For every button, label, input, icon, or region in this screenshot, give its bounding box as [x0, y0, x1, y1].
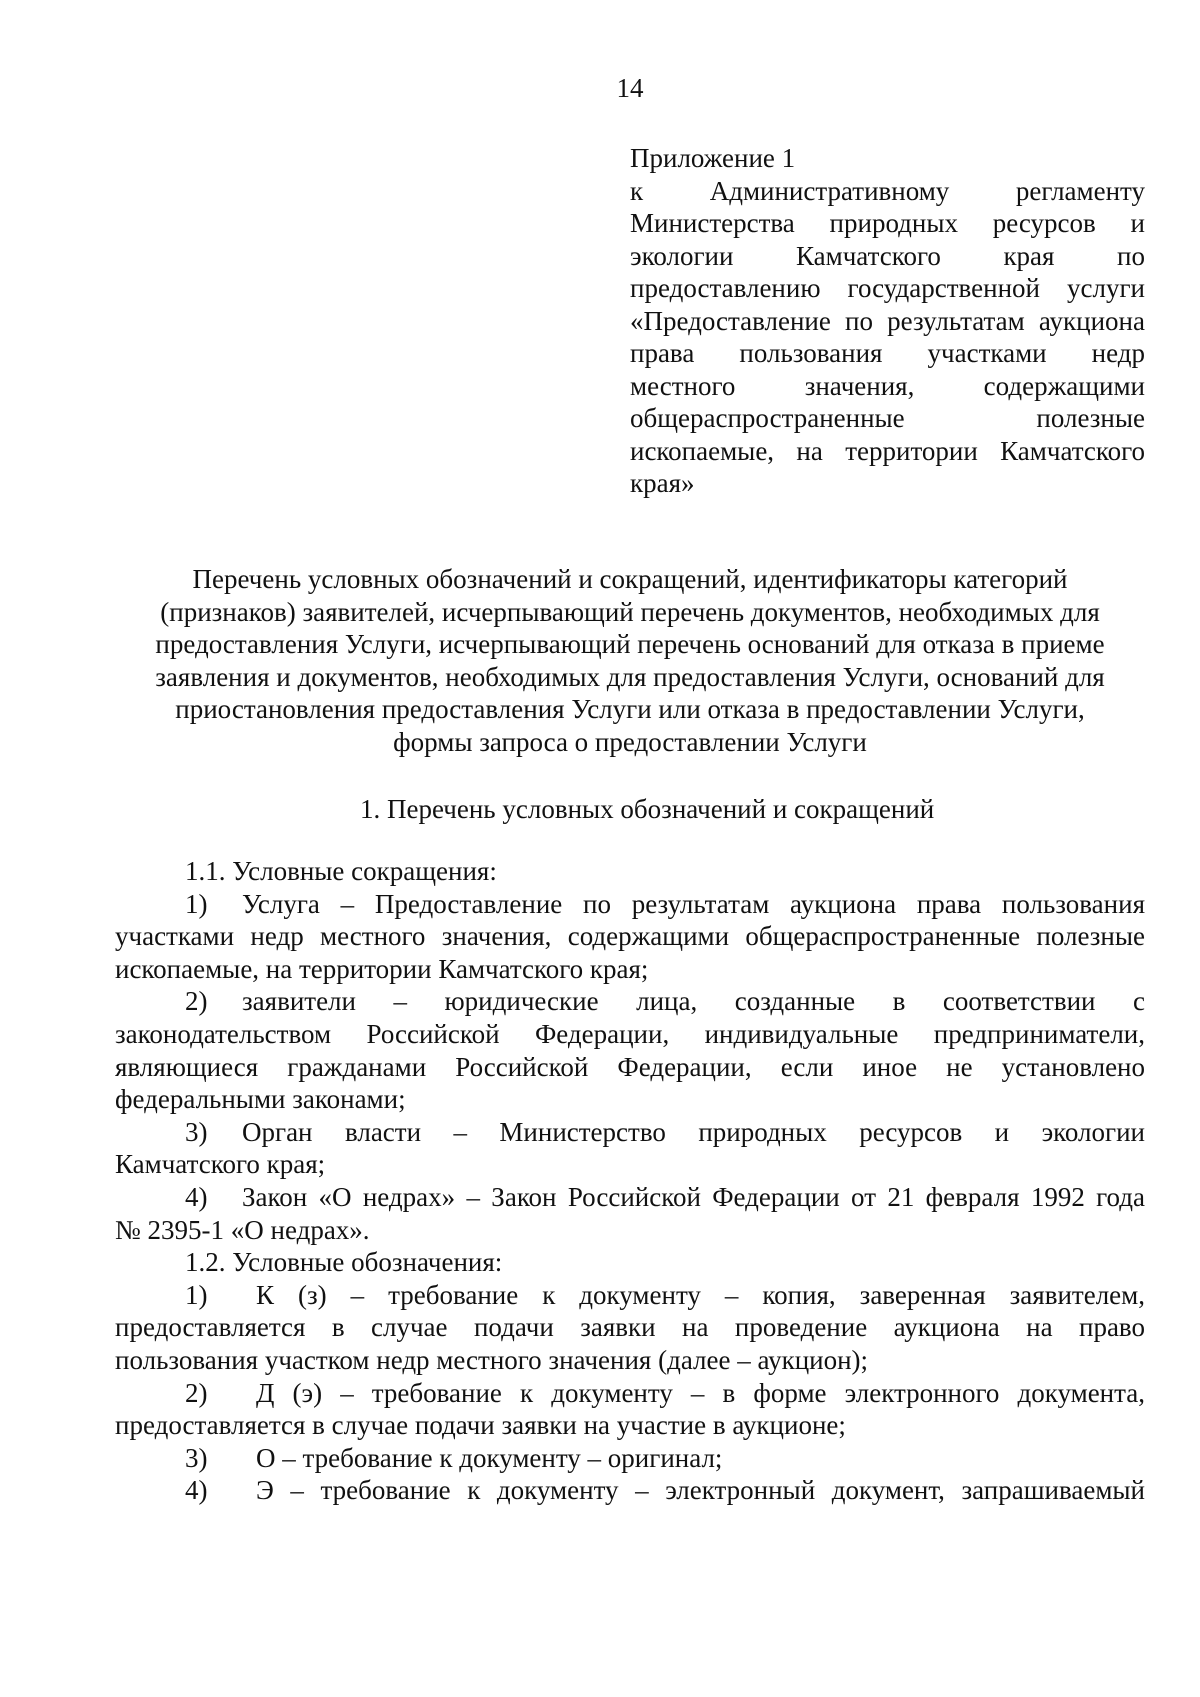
appendix-header — [630, 142, 1145, 500]
subsection-heading: 1.1. Условные сокращения: — [185, 856, 497, 886]
appendix-line: Министерства природных ресурсов и — [630, 208, 1145, 238]
list-item-line: ископаемые, на территории Камчатского края; — [115, 953, 649, 984]
title-line: (признаков) заявителей, исчерпывающий перечень документов, необходимых для — [160, 596, 1100, 627]
subsection-heading: 1.2. Условные обозначения: — [185, 1247, 503, 1278]
section-heading: 1. Перечень условных обозначений и сокращений — [360, 794, 935, 824]
list-item-first-line — [115, 1279, 1145, 1312]
list-item-number: 4) — [185, 1181, 208, 1212]
appendix-line: экологии Камчатского края по — [630, 240, 1145, 271]
title-line: Перечень условных обозначений и сокращений, идентификаторы категорий — [192, 564, 1068, 594]
list-item-text: Орган власти – Министерство природных ресурсов и экологии — [242, 1116, 1145, 1147]
list-item-number: 3) — [185, 1442, 208, 1473]
appendix-line: предоставлению государственной услуги — [630, 273, 1145, 303]
list-item-text: Д (э) – требование к документу – в форме электронного документа, — [256, 1377, 1145, 1408]
appendix-line: края» — [630, 468, 695, 498]
list-item-number: 1) — [185, 888, 208, 919]
list-item-text: Услуга – Предоставление по результатам аукциона права пользования — [242, 888, 1145, 919]
list-item-first-line — [115, 1474, 1145, 1507]
list-item-text: О – требование к документу – оригинал; — [256, 1442, 723, 1473]
list-item-first-line — [115, 985, 1145, 1018]
appendix-line: местного значения, содержащими — [630, 370, 1145, 401]
list-item-line: законодательством Российской Федерации, индивидуальные предприниматели, — [115, 1018, 1145, 1049]
list-item-number: 3) — [185, 1116, 208, 1147]
list-item-text: заявители – юридические лица, созданные в соответствии с — [242, 986, 1145, 1017]
list-item-text: К (з) – требование к документу – копия, заверенная заявителем, — [256, 1279, 1145, 1310]
appendix-line: права пользования участками недр — [630, 338, 1145, 368]
title-line: предоставления Услуги, исчерпывающий перечень оснований для отказа в приеме — [155, 629, 1105, 660]
title-line: заявления и документов, необходимых для предоставления Услуги, оснований для — [155, 661, 1105, 692]
appendix-line: ископаемые, на территории Камчатского — [630, 435, 1145, 466]
list-item-number: 2) — [185, 986, 208, 1017]
list-item-first-line — [115, 1377, 1145, 1410]
list-item-line: предоставляется в случае подачи заявки на проведение аукциона на право — [115, 1312, 1145, 1343]
appendix-line: Приложение 1 — [630, 143, 796, 173]
list-item-line: являющиеся гражданами Российской Федерации, если иное не установлено — [115, 1051, 1145, 1082]
list-item-line: № 2395-1 «О недрах». — [115, 1214, 370, 1245]
list-item-first-line — [115, 1116, 1145, 1149]
list-item-line: предоставляется в случае подачи заявки на участие в аукционе; — [115, 1410, 846, 1441]
page-number: 14 — [616, 73, 644, 103]
appendix-line: общераспространенные полезные — [630, 403, 1145, 433]
list-item-number: 1) — [185, 1279, 208, 1310]
document-body — [115, 855, 1145, 1507]
list-item-line: Камчатского края; — [115, 1149, 326, 1180]
list-item-first-line — [115, 1442, 1145, 1475]
document-title — [115, 563, 1145, 759]
list-item-text: Закон «О недрах» – Закон Российской Федерации от 21 февраля 1992 года — [242, 1181, 1145, 1212]
appendix-line: к Административному регламенту — [630, 175, 1145, 206]
list-item-number: 2) — [185, 1377, 208, 1408]
list-item-line: участками недр местного значения, содержащими общераспространенные полезные — [115, 921, 1145, 952]
list-item-line: пользования участком недр местного значения (далее – аукцион); — [115, 1344, 869, 1375]
list-item-line: федеральными законами; — [115, 1084, 406, 1115]
list-item-number: 4) — [185, 1475, 208, 1506]
title-line: формы запроса о предоставлении Услуги — [393, 726, 867, 757]
list-item-text: Э – требование к документу – электронный документ, запрашиваемый — [256, 1475, 1145, 1506]
title-line: приостановления предоставления Услуги или отказа в предоставлении Услуги, — [175, 694, 1085, 725]
appendix-line: «Предоставление по результатам аукциона — [630, 305, 1145, 336]
list-item-first-line — [115, 888, 1145, 921]
list-item-first-line — [115, 1181, 1145, 1214]
